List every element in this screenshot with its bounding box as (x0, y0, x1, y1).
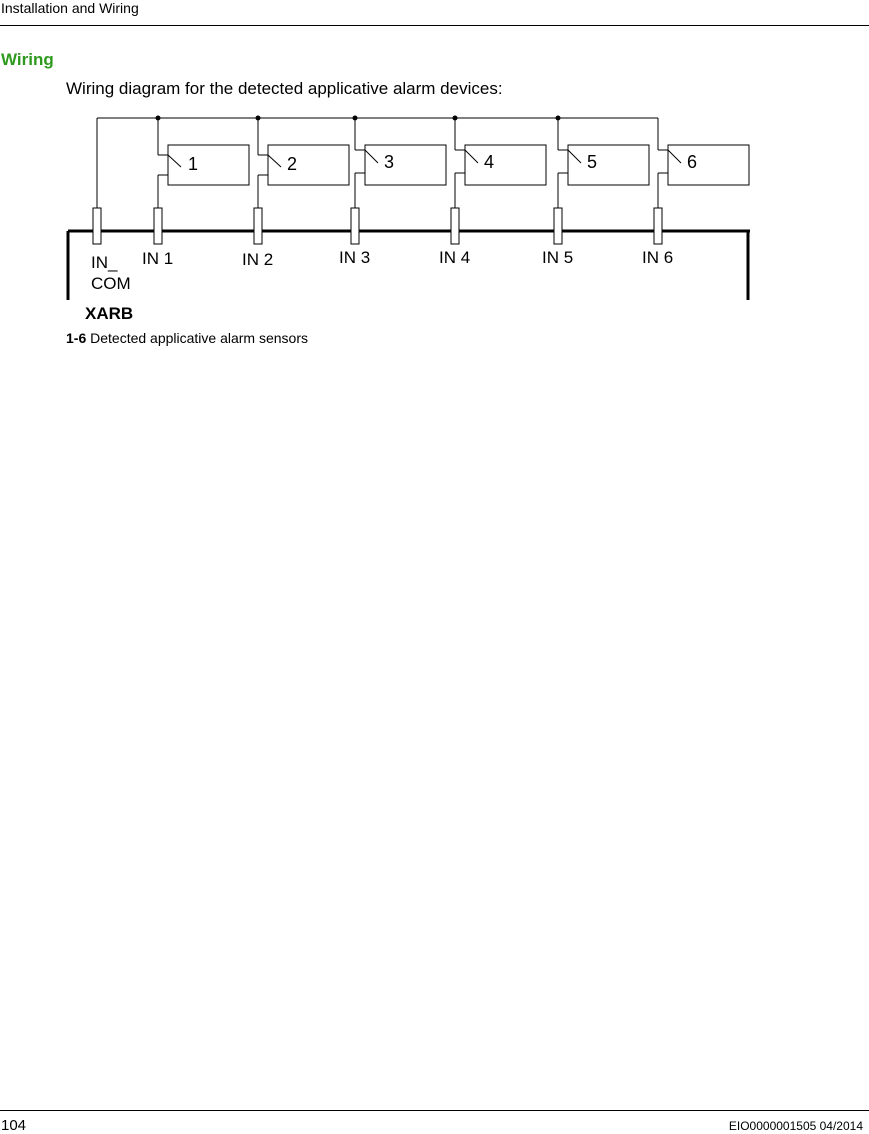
device-number-3: 3 (384, 152, 395, 172)
header-divider (0, 25, 869, 26)
terminal-label-1: IN 1 (142, 249, 174, 268)
running-header: Installation and Wiring (1, 0, 139, 16)
caption-text: Detected applicative alarm sensors (86, 330, 309, 346)
section-title: Wiring (1, 50, 54, 69)
intro-text: Wiring diagram for the detected applicative alarm devices: (66, 79, 503, 98)
alarm-device-2 (258, 118, 349, 208)
footer-divider (0, 1110, 869, 1111)
terminal-label-3: IN 3 (339, 248, 371, 267)
alarm-device-1 (158, 118, 249, 208)
device-number-1: 1 (188, 154, 199, 174)
figure-caption (66, 330, 308, 346)
wiring-diagram (0, 105, 869, 330)
connector-label: XARB (85, 304, 134, 323)
device-number-4: 4 (484, 152, 495, 172)
terminal-label-2: IN 2 (242, 250, 274, 269)
caption-key: 1-6 (66, 330, 87, 346)
alarm-device-4 (455, 118, 546, 208)
common-label-line2: COM (91, 274, 131, 293)
alarm-device-3 (355, 118, 446, 208)
device-number-6: 6 (687, 152, 698, 172)
terminal-label-6: IN 6 (642, 248, 674, 267)
common-label-line1: IN_ (91, 253, 118, 272)
device-number-2: 2 (287, 154, 298, 174)
terminal-label-5: IN 5 (542, 248, 574, 267)
page-number: 104 (1, 1117, 27, 1134)
terminal-pins (93, 208, 662, 244)
device-number-5: 5 (587, 152, 598, 172)
document-reference: EIO0000001505 04/2014 (728, 1119, 863, 1133)
alarm-device-6 (658, 118, 749, 208)
terminal-label-4: IN 4 (439, 248, 471, 267)
alarm-device-5 (558, 118, 649, 208)
